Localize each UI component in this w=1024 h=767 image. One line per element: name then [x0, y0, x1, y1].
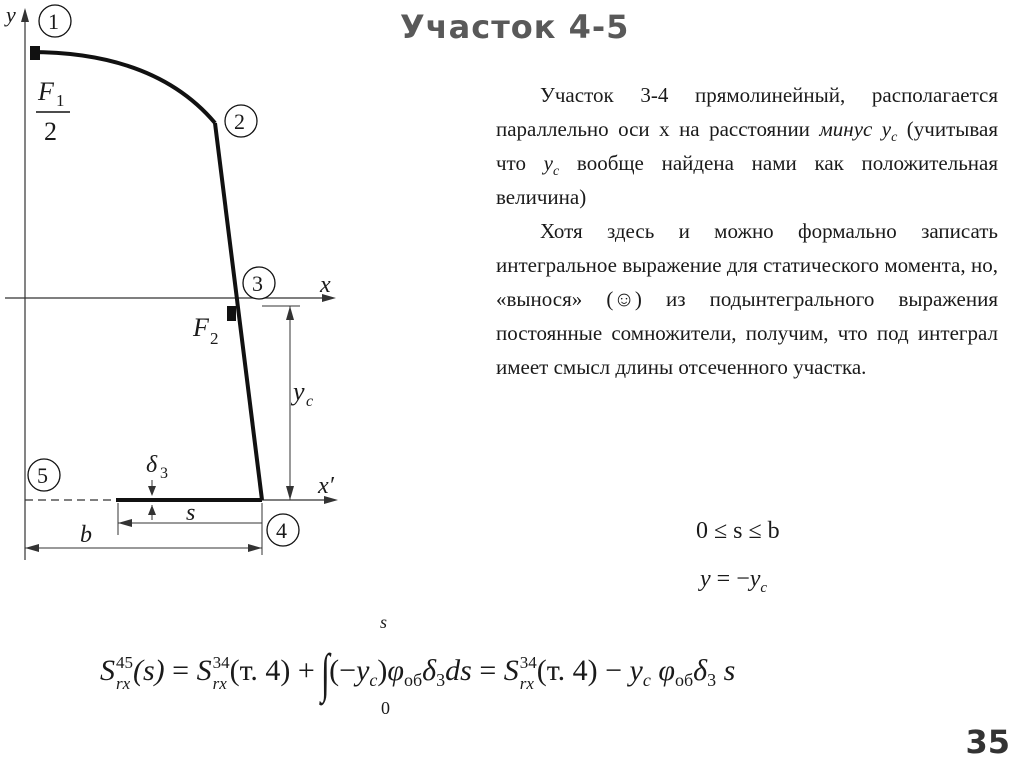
axis-y-label: y: [6, 2, 16, 27]
dim-b-label: b: [80, 522, 92, 548]
delta3-symbol: δ: [146, 452, 158, 478]
axis-x-prime-label: x′: [318, 473, 334, 499]
profile-wall-2-4: [215, 123, 262, 500]
svg-text:1: 1: [48, 9, 59, 34]
axis-x-label: x: [320, 272, 331, 298]
dim-b-arrow-right: [248, 544, 262, 552]
svg-text:4: 4: [276, 518, 287, 543]
node-4: [267, 514, 299, 546]
integral-sign: ∫: [321, 643, 331, 703]
cross-section-diagram: [0, 0, 480, 600]
condition-y: $y = -y_c$: [700, 566, 768, 596]
delta3-arrow-top: [148, 486, 156, 496]
dim-yc-symbol: y: [293, 377, 305, 406]
dim-yc-arrow-bottom: [286, 486, 294, 500]
paragraph-2: Хотя здесь и можно формально записать интегральное выражение для статического момента, но, «вынося» (☺) из подынтегрального выражения постоянные сомножители, получим, что под интеграл имеет смысл длины отсеченного участка.: [496, 219, 998, 379]
node-3: [243, 267, 275, 299]
delta3-index: 3: [160, 465, 168, 482]
paragraph-1: Участок 3-4 прямолинейный, располагается параллельно оси x на расстоянии минус $y_c$ (учитывая что $y_c$ вообще найдена нами как положительная величина): [496, 83, 998, 209]
dim-yc-index: c: [306, 393, 314, 410]
force-f1-marker: [30, 46, 40, 60]
condition-range: 0 ≤ s ≤ b: [696, 518, 780, 544]
node-1: [39, 5, 71, 37]
delta3-arrow-bottom: [148, 505, 156, 515]
svg-text:2: 2: [234, 109, 245, 134]
force-f1-symbol: F: [38, 77, 54, 106]
force-f2-marker: [227, 306, 236, 321]
integral-lower-limit: 0: [381, 698, 390, 718]
dim-s-label: s: [186, 500, 196, 526]
smiley-icon: ☺: [613, 287, 635, 311]
dim-yc-arrow-top: [286, 306, 294, 320]
node-2: [225, 105, 257, 137]
force-f1-index: 1: [56, 91, 65, 110]
svg-text:5: 5: [37, 463, 48, 488]
node-5: [28, 459, 60, 491]
svg-text:3: 3: [252, 271, 263, 296]
force-f2-index: 2: [210, 329, 219, 348]
slide-title: Участок 4-5: [400, 8, 630, 46]
static-moment-formula: s 0 S 45 rx (s) = S 34 rx (т. $4) + \int(-y_c)\varphi_{об}\delta_3ds = S$ 34 rx (т. $4) - y_c$ $\varphi_{об}\delta_3$ s: [100, 612, 736, 718]
integral-upper-limit: s: [380, 612, 388, 632]
dim-s-arrow: [118, 519, 132, 527]
y-axis-arrow: [21, 8, 29, 22]
force-f1-divisor: 2: [44, 117, 57, 146]
force-f2-symbol: F: [193, 313, 209, 342]
page-number: 35: [965, 723, 1010, 761]
dim-b-arrow-left: [25, 544, 39, 552]
explanation-text: [496, 78, 998, 384]
